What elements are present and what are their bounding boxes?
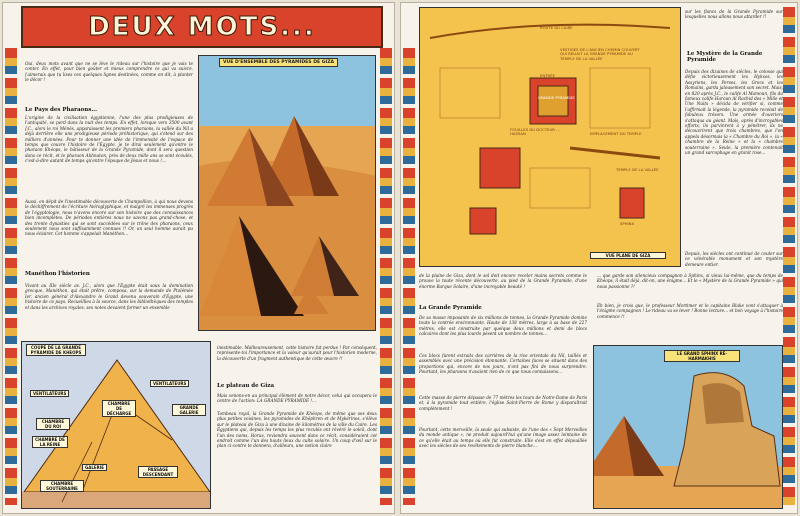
map-label-fouilles: FOUILLES DU DOCTEUR ... HASSAN bbox=[510, 127, 560, 137]
section2-heading: Manéthon l'historien bbox=[25, 271, 90, 277]
side-text: Depuis des dizaines de siècles, le colosse qui défie victorieusement les Hyksos, les Assyriens, les Perses, les Grecs et les Romains, garda jalousement son secret. Mais, en 820 après J.C., le calife Al Mamoun, fils du fameux calife Haroun Al Rachid des « Mille et Une Nuits » décida de vérifier si, comme l'affirmait la légende, la pyramide recelait de fabuleux trésors. Une armée d'ouvriers s'attaqua au géant. Mais, après d'incroyables efforts, ils parvinrent à y pénétrer, ils ne découvrirent que trois chambres, que l'on appela désormais la « Chambre du Roi », la « chambre de la Reine » et la « chambre souterraine ». Seule, la première contenait un grand sarcophage en granit rose... bbox=[685, 69, 783, 156]
right-border-decoration bbox=[783, 7, 795, 505]
label-chambre-reine: CHAMBRE DE LA REINE bbox=[32, 436, 68, 448]
map-label-grande-pyramide: GRANDE PYRAMIDE bbox=[538, 95, 575, 100]
grande-pyramide-text2: Ces blocs furent extraits des carrières de la rive orientale du Nil, taillés et assemblés avec une précision étonnante. Certaines faces se situent dans des proportions qui, encore de nos jours, n'ont pas fini de nous surprendre. Pourtant, les pharaons n'avaient rien de ce que nous connaissons... bbox=[419, 353, 587, 375]
giza-pyramids-panel bbox=[198, 55, 376, 331]
side-text2: Depuis, les siècles ont continué de couler sur ce vénérable monument et son mystère demeure entier. bbox=[685, 251, 783, 267]
grande-pyramide-heading: La Grande Pyramide bbox=[419, 305, 482, 311]
map-label-sphinx: SPHINX bbox=[620, 221, 635, 226]
title-banner bbox=[21, 6, 383, 48]
section3-text2: Tombeau royal, la Grande Pyramide de Khéops, de même que ses deux plus petites voisines, les pyramides de Khéphren et de Mykérinos, s'élève sur le plateau de Giza à une dizaine de kilomètres de la ville du Caire. Les Égyptiens qui, depuis les temps les plus reculés ont révéré le soleil, dont l'un des noms, Horus, reviendra souvent dans ce récit, considéraient cet endroit comme l'un des hauts lieux du culte solaire. Un coup d'œil sur le plan ci-contre te donnera, d'ailleurs, une notion claire bbox=[217, 411, 377, 449]
intro-text: Oui, deux mots avant que ne se lève le rideau sur l'histoire que je vais te conter. En effet, pour bien goûter et mieux comprendre ce qui va suivre, j'aimerais que tu lises ces quelques lignes destinées, comme on dit, à planter le décor ! bbox=[25, 61, 193, 83]
map-label-vestiges: VESTIGES DE L'ANCIEN CHEMIN COUVERT QUI RELIAIT LA GRANDE PYRAMIDE AU TEMPLE DE LA VALLÉE bbox=[560, 47, 640, 61]
label-chambre-roi: CHAMBRE DU ROI bbox=[36, 418, 70, 430]
label-grande-galerie: GRANDE GALERIE bbox=[172, 404, 206, 416]
section3-text: Mais venons-en au principal élément de notre décor, celui qui occupera le centre de l'action: LA GRANDE PYRAMIDE !... bbox=[217, 393, 377, 404]
pyramids-illustration bbox=[199, 56, 376, 331]
section1-heading: Le Pays des Pharaons... bbox=[25, 107, 98, 113]
map-plan-caption: VUE PLANE DE GIZA bbox=[590, 252, 666, 259]
section3-heading: Le plateau de Giza bbox=[217, 383, 275, 389]
map-label-entree: ENTRÉE bbox=[540, 73, 555, 78]
sphinx-panel bbox=[593, 345, 783, 509]
giza-map-illustration bbox=[420, 8, 681, 267]
section1-text2: Aussi, en dépit de l'inestimable découverte de Champollion, à qui nous devons le déchiffrement de l'écriture hiéroglyphique, et malgré les immenses progrès de l'égyptologie, nous n'avons encore sur son histoire que des connaissances bien incomplètes. De périodes entières nous ne savons pas grand-chose, et des trente dynasties qui se sont succédées sur le trône des pharaons, ceux seulement nous sont suffisamment connues !! Or, un seul homme aurait pu nous éclairer. Cet homme s'appelait Manéthon... bbox=[25, 199, 193, 237]
label-chambre-souterraine: CHAMBRE SOUTERRAINE bbox=[40, 480, 84, 492]
cross-section-caption: COUPE DE LA GRANDE PYRAMIDE DE KHEOPS bbox=[26, 344, 86, 356]
grande-pyramide-text3: Cette masse de pierre dépasse de 77 mètres les tours de Notre-Dame de Paris et, à la pyramide tout entière, l'église Saint-Pierre de Rome y disparaîtrait complètement ! bbox=[419, 395, 587, 411]
section1-text: L'origine de la civilisation égyptienne, l'une des plus prodigieuses de l'antiquité, se perd dans la nuit des temps. En effet, lorsque vers 3500 avant J.C., alors le roi Ménès, apparaissent les premiers pharaons, la vallée du Nil a déjà derrière elle une prodigieuse période préhistorique, qui s'étend sur des milliers d'années. Pour te donner une idée de l'immensité de l'espace de temps que couvre l'histoire de l'Égypte, je te dirai seulement qu'entre le pharaon Khéops, le bâtisseur de la Grande Pyramide, dont il sera question dans ce récit, et le pharaon Akhnaton, près de deux mille ans se sont écoulés, c'est-à-dire autant de temps qu'entre l'époque de Jésus et nous !... bbox=[25, 115, 193, 164]
label-galerie: GALERIE bbox=[82, 464, 107, 471]
right-page bbox=[400, 2, 798, 514]
col2-text: inestimable. Malheureusement, cette histoire fut perdue ! Par conséquent, représente-toi l'importance et la valeur qu'aurait pour l'historien moderne, la découverte d'un fragment authentique de cette œuvre !! bbox=[217, 345, 377, 361]
left-border-decoration bbox=[5, 48, 17, 505]
page-title: DEUX MOTS... bbox=[88, 12, 316, 42]
label-chambre-decharge: CHAMBRE DE DÉCHARGE bbox=[102, 400, 136, 417]
giza-map-panel bbox=[419, 7, 681, 267]
right-col-text2: Eh bien, je crois que, le professeur Mortimer et le capitaine Blake vont s'attaquer à l'énigme compagnon ! Le rideau va se lever ! Bonne lecture... et bon voyage à l'histoire commence !! bbox=[597, 303, 783, 319]
map-label-emplacement: EMPLACEMENT DU TEMPLE bbox=[590, 131, 642, 136]
label-ventilateurs-left: VENTILATEURS bbox=[30, 390, 69, 397]
left-border-decoration bbox=[403, 48, 415, 505]
label-passage-descendant: PASSAGE DESCENDANT bbox=[138, 466, 178, 478]
right-border-decoration bbox=[380, 48, 392, 505]
label-ventilateurs-right: VENTILATEURS bbox=[150, 380, 189, 387]
map-label-temple: TEMPLE DE LA VALLÉE bbox=[616, 167, 659, 172]
section2-text: Vivant au IIIe siècle av. J.C., alors que l'Égypte était sous la domination grecque, Manéthon, qui était prêtre, composa, sur la demande de Ptolémée Ier, ancien général d'Alexandre le Grand devenu souverain d'Égypte, une histoire de ce pays. Recueillies à la source, dans les bibliothèques des temples et dans les archives royales, ses notes devaient former un ensemble bbox=[25, 283, 193, 310]
grande-pyramide-text4: Pourtant, cette merveille, la seule qui subsiste, de l'une des « Sept Merveilles du monde antique », ne produit aujourd'hui qu'une image assez lointaine de ce qu'elle était au temps où elle fut construite. Elle s'est en effet dépouillée avec les siècles de ses revêtements de pierre blanche... bbox=[419, 427, 587, 449]
sphinx-caption: LE GRAND SPHINX RÉ-HARMAKHIS bbox=[664, 350, 740, 362]
pyramids-caption: VUE D'ENSEMBLE DES PYRAMIDES DE GIZA bbox=[219, 58, 338, 67]
sphinx-illustration bbox=[594, 346, 783, 509]
side-heading: Le Mystère de la Grande Pyramide bbox=[687, 51, 763, 63]
map-label-route: ROUTE DU CAIRE bbox=[540, 25, 573, 30]
mid-text: de la plaine de Giza, dont le sol doit encore receler mains secrets comme le prouve la toute récente découverte, au pied de la Grande Pyramide, d'une énorme Barque Solaire, d'une incroyable beauté ! bbox=[419, 273, 587, 289]
left-page bbox=[2, 2, 395, 514]
grande-pyramide-text: De sa masse imposante de six millions de tonnes, la Grande Pyramide domine toute la contrée environnante. Haute de 138 mètres, large à sa base de 227 mètres, elle est construite par quelque deux millions et demi de blocs calcaires dont les plus lourds pèsent un nombre de tonnes... bbox=[419, 315, 587, 337]
pyramid-cross-section-panel bbox=[21, 341, 211, 509]
top-col-text: sur les flancs de la Grande Pyramide sur lesquelles nous allons nous attarder !! bbox=[685, 9, 783, 20]
right-col-text: ... que garde son silencieux compagnon à Sphinx, si vieux lui-même, que du temps de Khéops, il était déjà, dit-on, une énigme... Et le « Mystère de la Grande Pyramide » qui nous passionne ?! bbox=[597, 273, 783, 289]
